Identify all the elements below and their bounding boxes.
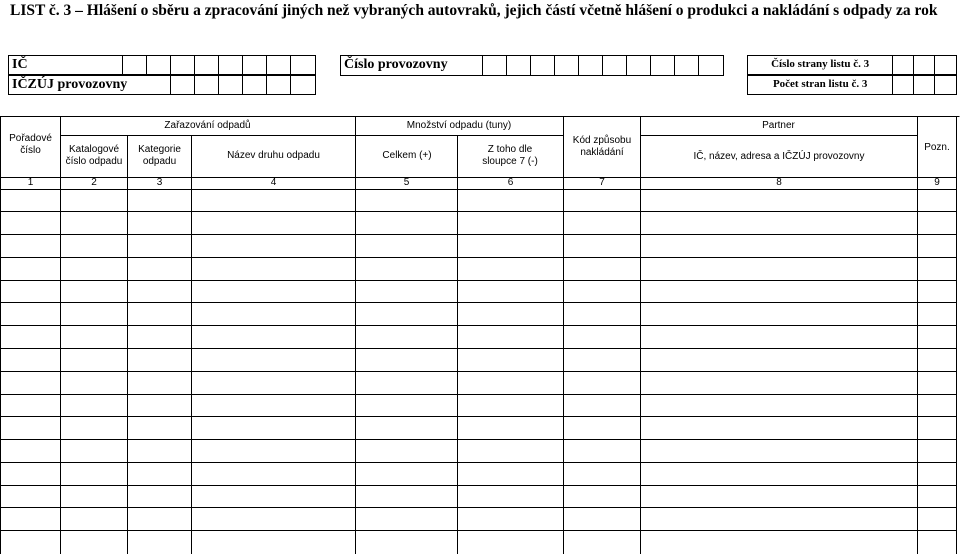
column-header-partner-info: IČ, název, adresa a IČZÚJ provozovny bbox=[693, 151, 865, 162]
column-number: 7 bbox=[599, 177, 605, 188]
column-number: 3 bbox=[156, 177, 163, 188]
ic-label: IČ bbox=[9, 56, 123, 74]
column-header-celkem: Celkem (+) bbox=[382, 150, 432, 161]
group-header-mnozstvi: Množství odpadu (tuny) bbox=[406, 120, 512, 131]
column-number: 1 bbox=[27, 177, 34, 188]
cislo-strany-label: Číslo strany listu č. 3 bbox=[748, 56, 893, 74]
pocet-stran-label: Počet stran listu č. 3 bbox=[748, 76, 893, 94]
iczuj-label: IČZÚJ provozovny bbox=[9, 76, 171, 94]
column-number: 8 bbox=[776, 177, 782, 188]
column-header-katalogove-cislo: Katalogové číslo odpadu bbox=[65, 144, 123, 167]
cislo-provozovny-label: Číslo provozovny bbox=[341, 56, 483, 75]
column-number: 2 bbox=[91, 177, 97, 188]
form-title: LIST č. 3 – Hlášení o sběru a zpracování jiných než vybraných autovraků, jejich částí včetně hlášení o produkci a nakládání s odpady za rok bbox=[10, 2, 938, 19]
column-header-kod-zpusobu: Kód způsobu nakládání bbox=[572, 135, 632, 158]
group-header-zarazovani: Zařazování odpadů bbox=[164, 120, 251, 131]
column-number: 6 bbox=[507, 177, 514, 188]
column-header-kategorie: Kategorie odpadu bbox=[138, 144, 181, 167]
column-number: 5 bbox=[403, 177, 410, 188]
column-header-poradove-cislo: Pořadové číslo bbox=[9, 133, 52, 156]
column-number: 9 bbox=[934, 177, 940, 188]
group-header-partner: Partner bbox=[762, 120, 795, 131]
column-header-nazev-druhu: Název druhu odpadu bbox=[227, 150, 320, 161]
column-header-z-toho: Z toho dle sloupce 7 (-) bbox=[482, 144, 538, 167]
column-number: 4 bbox=[270, 177, 277, 188]
column-header-poznamka: Pozn. bbox=[924, 142, 950, 153]
